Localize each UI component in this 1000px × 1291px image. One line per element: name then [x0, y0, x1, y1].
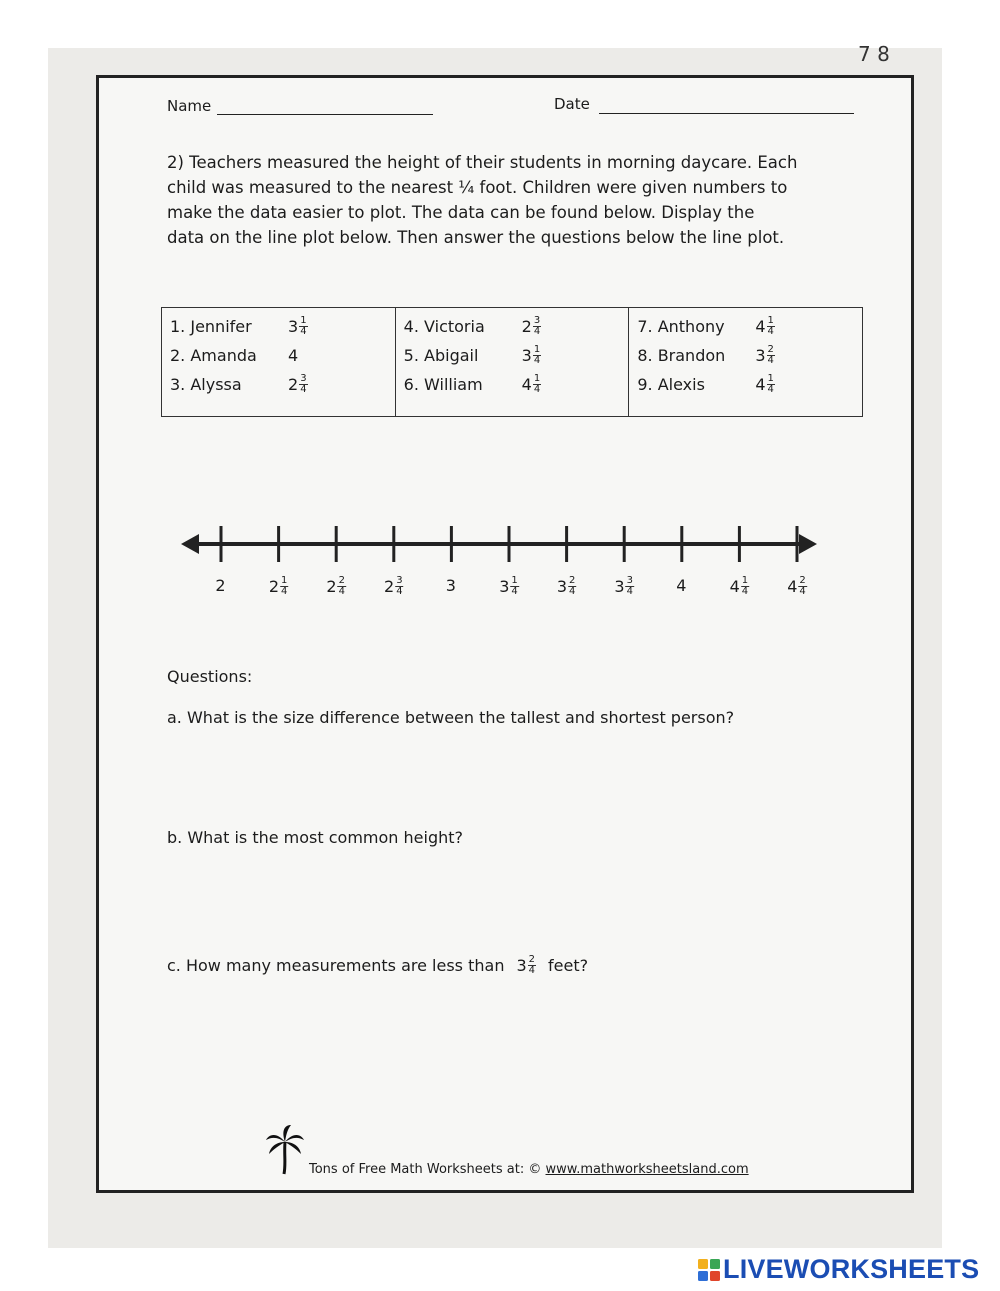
- mixed-number: 4 $\frac{1}{4}$: [755, 373, 774, 395]
- student-entry: [637, 312, 854, 341]
- fraction: $\frac{1}{4}$: [767, 315, 774, 337]
- student-height-table: [161, 307, 863, 417]
- fraction: $\frac{1}{4}$: [281, 575, 288, 597]
- name-field[interactable]: [217, 114, 433, 115]
- student-entry: [637, 370, 854, 399]
- tick-label: [676, 576, 687, 595]
- student-name: 6. William: [403, 375, 483, 394]
- mixed-number: 3: [445, 576, 456, 595]
- table-column: [162, 308, 395, 416]
- tick-label: [215, 576, 226, 595]
- student-entry: [404, 370, 621, 399]
- fraction: $\frac{2}{4}$: [799, 575, 806, 597]
- question-a: a. What is the size difference between the tallest and shortest person?: [167, 708, 735, 727]
- mixed-number: 3 $\frac{1}{4}$: [288, 315, 307, 337]
- tick-label: [499, 576, 519, 597]
- question-b: b. What is the most common height?: [167, 828, 463, 847]
- date-field[interactable]: [599, 113, 854, 114]
- liveworksheets-wordmark: LIVEWORKSHEETS: [723, 1254, 980, 1284]
- fraction: $\frac{1}{4}$: [767, 373, 774, 395]
- tick-label: [557, 576, 577, 597]
- problem-line: data on the line plot below. Then answer the questions below the line plot.: [167, 228, 785, 247]
- footer: [309, 1162, 749, 1177]
- student-name: 9. Alexis: [637, 375, 705, 394]
- footer-link[interactable]: www.mathworksheetsland.com: [545, 1162, 749, 1177]
- worksheet: [96, 75, 914, 1193]
- fraction: $\frac{3}{4}$: [396, 575, 403, 597]
- footer-text: Tons of Free Math Worksheets at: ©: [309, 1162, 542, 1177]
- mixed-number: 3 $\frac{3}{4}$: [614, 575, 633, 597]
- student-entry: [170, 370, 387, 399]
- question-c-prefix: c. How many measurements are less than: [167, 956, 505, 975]
- mixed-number: 3 $\frac{2}{4}$: [755, 344, 774, 366]
- fraction: $\frac{1}{4}$: [511, 575, 518, 597]
- mixed-number: 3 $\frac{1}{4}$: [521, 344, 541, 366]
- tick-label: [446, 576, 457, 595]
- student-name: 3. Alyssa: [170, 375, 242, 394]
- number-line: [181, 512, 831, 572]
- fraction: $\frac{1}{4}$: [300, 315, 307, 337]
- fraction: $\frac{1}{4}$: [533, 373, 541, 395]
- mixed-number: 4: [288, 346, 299, 365]
- mixed-number: 2 $\frac{3}{4}$: [288, 373, 307, 395]
- problem-line: make the data easier to plot. The data can be found below. Display the: [167, 203, 755, 222]
- tick-label: [787, 576, 807, 597]
- mixed-number: 2 $\frac{3}{4}$: [521, 315, 541, 337]
- student-entry: [404, 341, 621, 370]
- mixed-number: 4 $\frac{2}{4}$: [787, 575, 806, 597]
- mixed-number: 3 $\frac{2}{4}$: [556, 575, 576, 597]
- fraction: $\frac{2}{4}$: [569, 575, 576, 597]
- mixed-number: 2 $\frac{3}{4}$: [384, 575, 403, 597]
- mixed-number: 4 $\frac{1}{4}$: [521, 373, 541, 395]
- student-name: 1. Jennifer: [170, 317, 252, 336]
- questions-heading: Questions:: [167, 667, 253, 686]
- fraction: $\frac{1}{4}$: [533, 344, 541, 366]
- question-c-suffix: feet?: [548, 956, 589, 975]
- table-column: [395, 308, 629, 416]
- date-label: Date: [554, 95, 590, 113]
- student-name: 2. Amanda: [170, 346, 257, 365]
- fraction: $\frac{1}{4}$: [741, 575, 749, 597]
- tick-label: [326, 576, 346, 597]
- mixed-number: 4: [676, 576, 687, 595]
- student-name: 8. Brandon: [637, 346, 726, 365]
- question-c: [167, 955, 588, 976]
- fraction: $\frac{2}{4}$: [767, 344, 774, 366]
- right-arrow-icon: [799, 534, 817, 554]
- palm-tree-icon: [265, 1124, 305, 1176]
- left-arrow-icon: [181, 534, 199, 554]
- tick-label: [730, 576, 750, 597]
- corner-mark: 7 8: [858, 42, 890, 66]
- student-entry: [170, 312, 387, 341]
- student-entry: [170, 341, 387, 370]
- fraction: $\frac{3}{4}$: [626, 575, 633, 597]
- name-label: Name: [167, 97, 212, 115]
- fraction: $\frac{3}{4}$: [533, 315, 541, 337]
- fraction: $\frac{2}{4}$: [338, 575, 345, 597]
- mixed-number: 2: [215, 576, 226, 595]
- mixed-number: 3 $\frac{1}{4}$: [499, 575, 518, 597]
- question-c-fraction: 3 $\frac{2}{4}$: [516, 954, 536, 976]
- student-name: 4. Victoria: [403, 317, 485, 336]
- mixed-number: 4 $\frac{1}{4}$: [729, 575, 749, 597]
- liveworksheets-brand[interactable]: [698, 1254, 979, 1285]
- mixed-number: 2 $\frac{2}{4}$: [326, 575, 345, 597]
- mixed-number: 2 $\frac{1}{4}$: [268, 575, 288, 597]
- tick-label: [384, 576, 404, 597]
- problem-statement: [167, 150, 887, 250]
- student-entry: [637, 341, 854, 370]
- tick-label: [614, 576, 634, 597]
- problem-line: child was measured to the nearest ¼ foot. Children were given numbers to: [167, 178, 788, 197]
- student-name: 5. Abigail: [403, 346, 479, 365]
- fraction: $\frac{3}{4}$: [300, 373, 307, 395]
- tick-label: [269, 576, 289, 597]
- student-entry: [404, 312, 621, 341]
- student-name: 7. Anthony: [637, 317, 725, 336]
- problem-line: 2) Teachers measured the height of their students in morning daycare. Each: [167, 153, 798, 172]
- liveworksheets-logo-icon: [698, 1259, 720, 1281]
- mixed-number: 4 $\frac{1}{4}$: [755, 315, 774, 337]
- table-column: [628, 308, 862, 416]
